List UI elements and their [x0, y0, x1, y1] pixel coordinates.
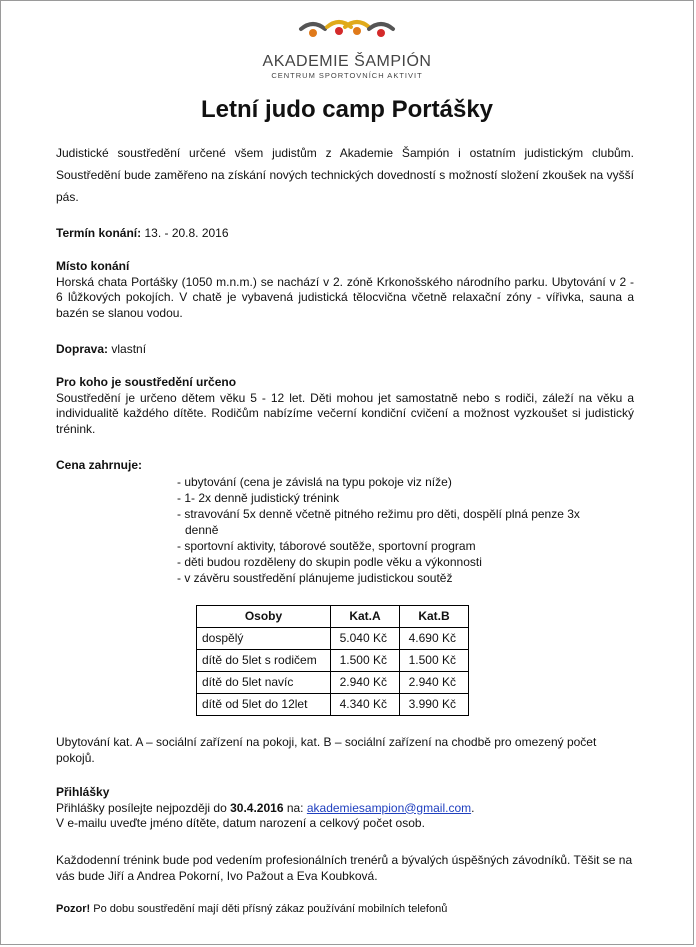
misto-section	[56, 259, 634, 321]
doprava-line	[56, 342, 634, 358]
list-item: - děti budou rozděleny do skupin podle věku a výkonnosti	[177, 555, 482, 569]
column-header-osoby: Osoby	[197, 606, 331, 628]
termin-line	[56, 226, 634, 242]
prokoho-section	[56, 375, 634, 437]
table-cell: 2.940 Kč	[400, 672, 469, 694]
prihlasky-line2: V e-mailu uveďte jméno dítěte, datum narození a celkový počet osob.	[56, 816, 425, 830]
column-header-kat-b: Kat.B	[400, 606, 469, 628]
prihlasky-text: .	[471, 800, 475, 815]
prokoho-text: Soustředění je určeno dětem věku 5 - 12 let. Děti mohou jet samostatně nebo s rodiči, záleží na věku a individualitě každého dítěte. Rodičům nabízíme večerní kondiční cvičení a možnost vyzkoušet si judistický trénink.	[56, 390, 634, 436]
ubytovani-note: Ubytování kat. A – sociální zařízení na pokoji, kat. B – sociální zařízení na chodbě pro omezený počet pokojů.	[56, 735, 597, 765]
table-cell: dítě od 5let do 12let	[197, 694, 331, 716]
pozor-text: Po dobu soustředění mají děti přísný zákaz používání mobilních telefonů	[90, 903, 448, 915]
list-item: - stravování 5x denně včetně pitného režimu pro děti, dospělí plná penze 3x	[177, 507, 580, 521]
prihlasky-line1	[56, 801, 634, 817]
trenink-paragraph: Každodenní trénink bude pod vedením profesionálních trenérů a bývalých úspěšných závodníků. Těšit se na vás bude Jiří a Andrea Pokorní, Ivo Pažout a Eva Koubková.	[56, 853, 633, 883]
prihlasky-text: na:	[283, 800, 307, 815]
prihlasky-section	[56, 785, 634, 832]
doprava-label: Doprava:	[56, 342, 109, 356]
logo	[1, 15, 693, 81]
page-title: Letní judo camp Portášky	[200, 96, 494, 123]
email-link[interactable]: akademiesampion@gmail.com	[306, 800, 472, 815]
table-cell: 4.340 Kč	[331, 694, 400, 716]
cena-list	[177, 474, 617, 586]
list-item: - 1- 2x denně judistický trénink	[177, 491, 340, 505]
table-row	[197, 694, 469, 716]
list-item: - sportovní aktivity, táborové soutěže, sportovní program	[177, 539, 476, 553]
pozor-line	[56, 902, 634, 918]
termin-value: 13. - 20.8. 2016	[144, 226, 229, 240]
list-item: - ubytování (cena je závislá na typu pokoje viz níže)	[177, 475, 452, 489]
misto-text: Horská chata Portášky (1050 m.n.m.) se nachází v 2. zóně Krkonošského národního parku. Ubytování v 2 - 6 lůžkových pokojích. V chatě je vybavená judistická tělocvična včetně relaxační zóny - vířivka, sauna a bazén se slanou vodou.	[56, 274, 634, 320]
table-cell: 1.500 Kč	[400, 650, 469, 672]
prihlasky-text: Přihlášky posílejte nejpozději do	[56, 800, 231, 815]
table-cell: 4.690 Kč	[400, 628, 469, 650]
misto-heading: Místo konání	[56, 259, 130, 273]
price-table	[196, 605, 469, 716]
table-cell: 3.990 Kč	[400, 694, 469, 716]
prokoho-heading: Pro koho je soustředění určeno	[56, 375, 237, 389]
list-item: - v závěru soustředění plánujeme judistickou soutěž	[177, 571, 453, 585]
table-cell: 2.940 Kč	[331, 672, 400, 694]
table-cell: 5.040 Kč	[331, 628, 400, 650]
logo-name: AKADEMIE ŠAMPIÓN	[262, 53, 432, 70]
intro-paragraph: Judistické soustředění určené všem judistům z Akademie Šampión i ostatním judistickým clubům. Soustředění bude zaměřeno na získání nových technických dovedností s možností složení zkoušek na vyšší pás.	[56, 146, 634, 204]
termin-label: Termín konání:	[56, 226, 142, 240]
prihlasky-date: 30.4.2016	[230, 800, 284, 815]
table-cell: dítě do 5let s rodičem	[197, 650, 331, 672]
list-item: denně	[185, 523, 219, 537]
table-row	[197, 650, 469, 672]
column-header-kat-a: Kat.A	[331, 606, 400, 628]
table-row	[197, 628, 469, 650]
table-header-row	[197, 606, 469, 628]
table-cell: 1.500 Kč	[331, 650, 400, 672]
pozor-label: Pozor!	[56, 903, 91, 915]
table-cell: dítě do 5let navíc	[197, 672, 331, 694]
table-cell: dospělý	[197, 628, 331, 650]
logo-figures-icon	[297, 15, 397, 49]
table-row	[197, 672, 469, 694]
logo-subtitle: CENTRUM SPORTOVNÍCH AKTIVIT	[271, 71, 423, 80]
cena-heading: Cena zahrnuje:	[56, 458, 143, 472]
doprava-value: vlastní	[111, 342, 147, 356]
prihlasky-heading: Přihlášky	[56, 785, 110, 799]
